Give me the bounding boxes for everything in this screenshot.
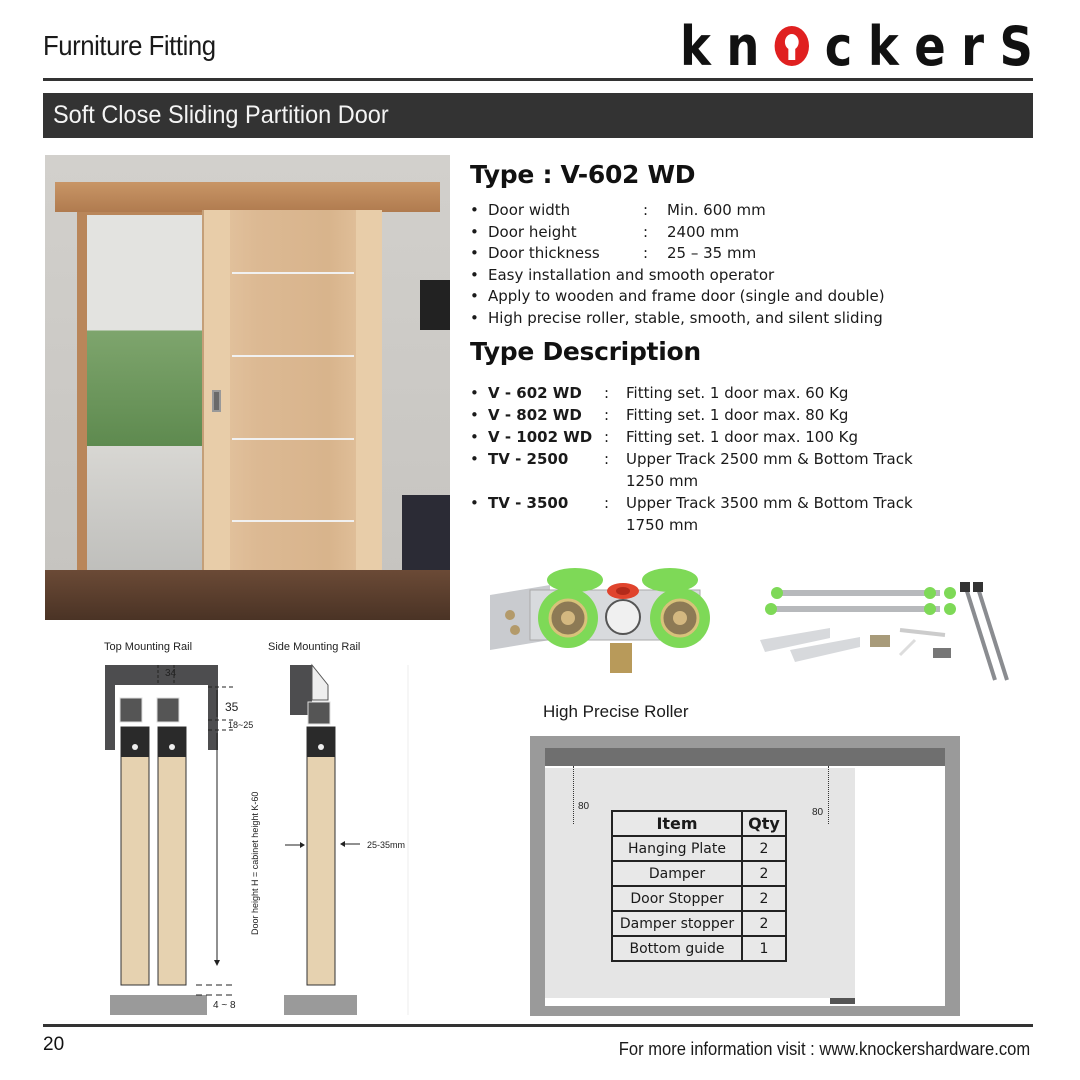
type-text: Fitting set. 1 door max. 100 Kg (626, 428, 858, 446)
spec-label: Door width (488, 201, 571, 219)
col-header-item: Item (612, 811, 742, 836)
spec-value: 25 – 35 mm (667, 244, 757, 262)
top-mounting-label: Top Mounting Rail (104, 641, 193, 653)
door-groove (232, 520, 354, 522)
banner-title: Soft Close Sliding Partition Door (53, 101, 389, 129)
doorway-view (87, 215, 202, 600)
type-text: Fitting set. 1 door max. 80 Kg (626, 406, 849, 424)
feature-item: • Apply to wooden and frame door (single and double) (470, 286, 920, 308)
product-banner (43, 93, 1033, 138)
item-cell: Hanging Plate (612, 836, 742, 861)
table-header-row (612, 811, 786, 836)
type-text: Upper Track 2500 mm & Bottom Track 1250 mm (626, 450, 913, 490)
track-pelmet (55, 182, 440, 212)
spec-sep: : (643, 201, 649, 219)
roller-caption: High Precise Roller (543, 702, 689, 721)
feature-item: • Easy installation and smooth operator (470, 265, 920, 287)
qty-cell: 2 (742, 911, 786, 936)
type-code: • V - 1002 WD (488, 428, 593, 446)
door-groove (232, 438, 354, 440)
spec-sep: : (643, 244, 649, 262)
dim-right-80: 80 (812, 807, 824, 818)
spec-value: Min. 600 mm (667, 201, 766, 219)
logo-letter-k: k (680, 14, 727, 78)
brand-logo (680, 14, 1049, 78)
logo-letter-s: S (999, 14, 1049, 78)
spec-list (470, 200, 920, 329)
type-description-title: Type Description (470, 337, 701, 366)
fitting-kit-photo (755, 580, 1035, 685)
dim-4-8: 4 ~ 8 (213, 1000, 236, 1011)
spec-item (470, 243, 920, 265)
qty-cell: 2 (742, 886, 786, 911)
type-item (470, 404, 940, 426)
type-code: • TV - 2500 (488, 450, 569, 468)
lamp (420, 280, 450, 330)
floor (45, 570, 450, 620)
item-cell: Damper stopper (612, 911, 742, 936)
type-sep: : (604, 494, 610, 512)
feature-item: • High precise roller, stable, smooth, and silent sliding (470, 308, 920, 330)
type-code: • V - 602 WD (488, 384, 582, 402)
logo-letter-e: e (914, 14, 962, 78)
section-title: Furniture Fitting (43, 30, 216, 61)
type-item (470, 492, 940, 536)
type-sep: : (604, 406, 610, 424)
qty-cell: 2 (742, 836, 786, 861)
type-item (470, 448, 940, 492)
roller-photo (490, 555, 725, 685)
door-groove (232, 272, 354, 274)
item-cell: Damper (612, 861, 742, 886)
spec-item (470, 222, 920, 244)
logo-letter-k2: k (867, 14, 915, 78)
col-header-qty: Qty (742, 811, 786, 836)
footer-website-link[interactable]: For more information visit : www.knockershardware.com (618, 1039, 1030, 1059)
table-row (612, 836, 786, 861)
type-item (470, 382, 940, 404)
item-cell: Bottom guide (612, 936, 742, 961)
dim-line-right (828, 766, 829, 824)
spec-label: Door height (488, 222, 577, 241)
header-divider (43, 78, 1033, 81)
page-number: 20 (43, 1034, 65, 1055)
type-code: • V - 802 WD (488, 406, 582, 424)
type-item (470, 426, 940, 448)
table-row (612, 886, 786, 911)
type-text: Fitting set. 1 door max. 60 Kg (626, 384, 849, 402)
logo-letter-n: n (726, 14, 775, 78)
item-cell: Door Stopper (612, 886, 742, 911)
dim-thickness: 25-35mm (367, 840, 406, 850)
dim-35: 35 (225, 700, 239, 714)
type-code: • TV - 3500 (488, 494, 569, 512)
logo-letter-c: c (824, 14, 868, 78)
type-sep: : (604, 450, 610, 468)
side-mounting-label: Side Mounting Rail (268, 641, 361, 653)
keyhole-icon (775, 26, 809, 66)
spec-sep: : (643, 222, 649, 241)
sliding-door-panel (202, 210, 382, 605)
table-row (612, 861, 786, 886)
type-sep: : (604, 428, 610, 446)
dim-line-left (573, 766, 574, 824)
type-description-list (470, 382, 940, 536)
type-sep: : (604, 384, 610, 402)
qty-cell: 2 (742, 861, 786, 886)
table-row (612, 911, 786, 936)
dim-18-25: 18~25 (228, 720, 254, 730)
table-row (612, 936, 786, 961)
logo-letter-r: r (961, 14, 1000, 78)
type-text: Upper Track 3500 mm & Bottom Track 1750 mm (626, 494, 913, 534)
spec-item (470, 200, 920, 222)
items-table (611, 810, 787, 962)
spec-value: 2400 mm (667, 222, 740, 241)
door-stile-right (356, 210, 382, 605)
bottom-guide (830, 998, 855, 1004)
upper-track (545, 748, 945, 766)
type-title: Type : V-602 WD (470, 160, 696, 189)
dim-left-80: 80 (578, 801, 590, 812)
spec-label: Door thickness (488, 244, 600, 262)
flush-handle-icon (212, 390, 221, 412)
sliding-door-photo (45, 155, 450, 620)
dim-door-height: Door height H = cabinet height K-60 (250, 791, 260, 935)
dim-34: 34 (165, 668, 177, 679)
footer-divider (43, 1024, 1033, 1027)
qty-cell: 1 (742, 936, 786, 961)
door-groove (232, 355, 354, 357)
